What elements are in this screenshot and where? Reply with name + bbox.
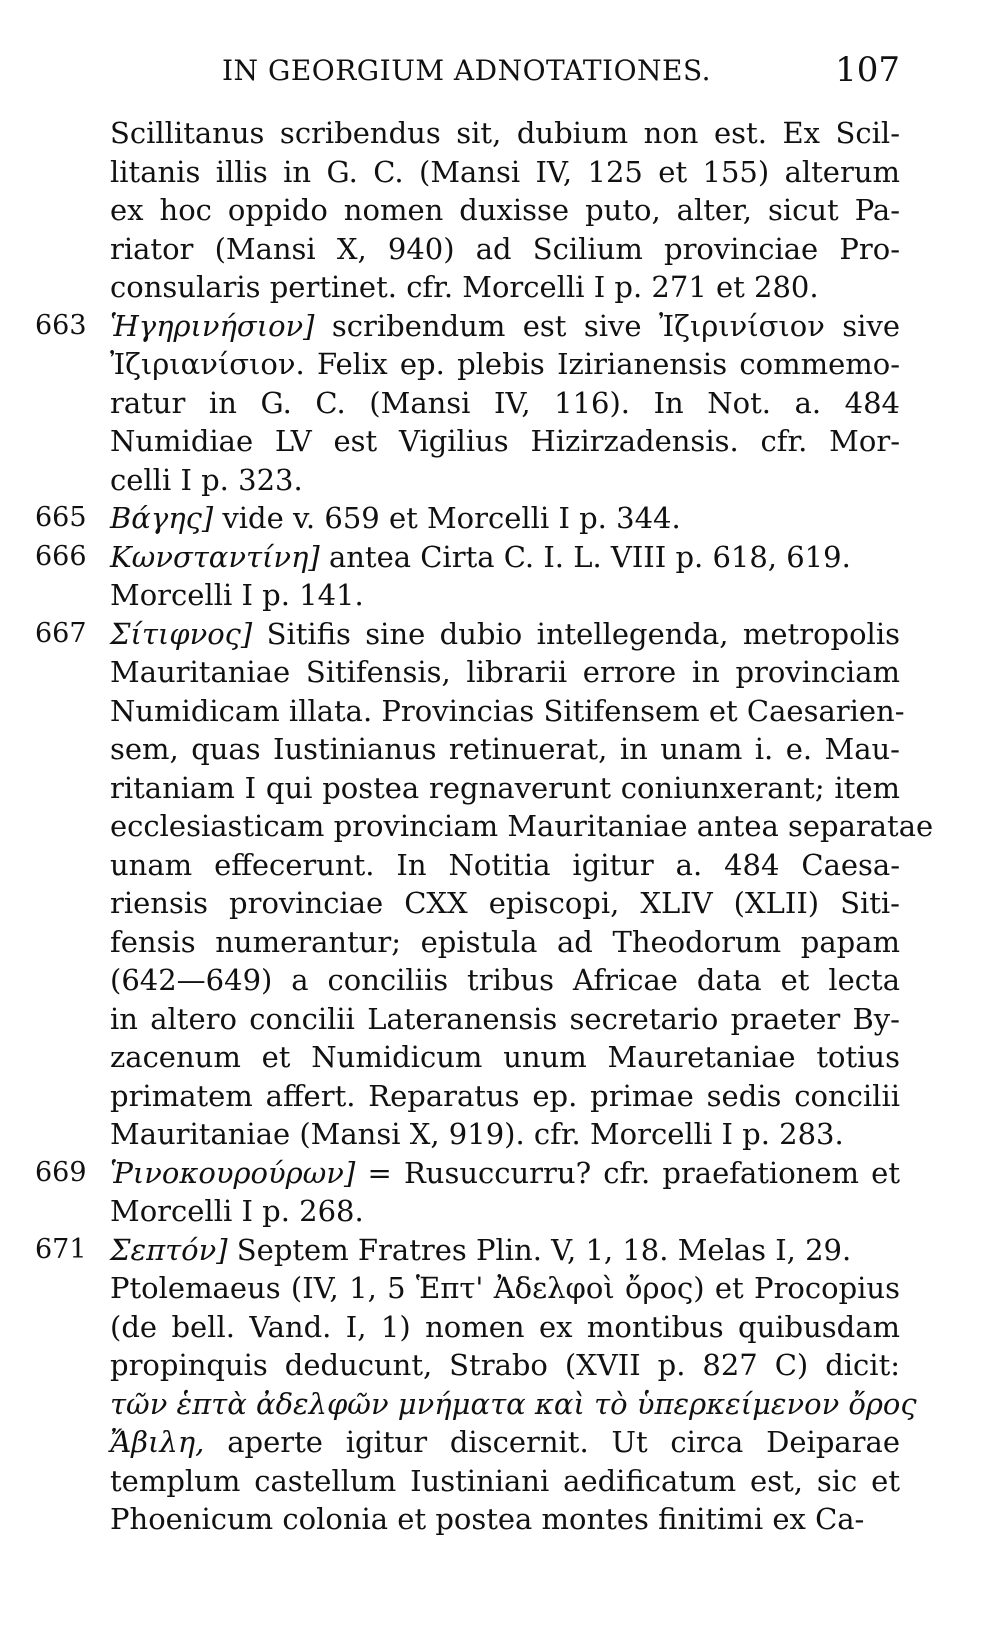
line-body: (de bell. Vand. I, 1) nomen ex montibus quibusdam [110, 1309, 900, 1344]
line-text [110, 268, 900, 307]
page-number: 107 [835, 50, 900, 90]
annotation-line-666 [0, 538, 1000, 577]
line-text [110, 1269, 900, 1308]
line-text [110, 1423, 900, 1462]
line-body: fensis numerantur; epistula ad Theodorum papam [110, 924, 900, 959]
line-text [110, 1154, 900, 1193]
line-text [110, 1231, 900, 1270]
line-body: Numidiae LV est Vigilius Hizirzadensis. cfr. Mor- [110, 424, 900, 458]
line-text [110, 692, 905, 731]
line-text [110, 1038, 900, 1077]
line-body: Numidicam illata. Provincias Sitifensem et Caesarien- [110, 693, 905, 728]
line-text [110, 807, 934, 846]
text-line [0, 1346, 1000, 1385]
line-body: scribendum est sive Ἰζιρινίσιον sive [331, 308, 901, 343]
line-body: Morcelli I p. 141. [110, 578, 364, 612]
line-text [110, 923, 900, 962]
text-line [0, 1077, 1000, 1116]
text-line [0, 1462, 1000, 1501]
text-line [0, 1000, 1000, 1039]
text-line [0, 345, 1000, 384]
line-body: Ptolemaeus (IV, 1, 5 Ἑπτ' Ἀδελφοὶ ὄρος) et Procopius [110, 1271, 900, 1305]
line-text [110, 576, 900, 615]
annotation-line-671 [0, 1231, 1000, 1270]
annotation-line-667 [0, 615, 1000, 654]
line-body: antea Cirta C. I. L. VIII p. 618, 619. [328, 539, 851, 574]
text-line [0, 1308, 1000, 1347]
line-body: consularis pertinet. cfr. Morcelli I p. 271 et 280. [110, 270, 819, 304]
line-text [110, 1077, 900, 1116]
line-body: aperte igitur discernit. Ut circa Deiparae [227, 1425, 900, 1459]
line-body: templum castellum Iustiniani aedificatum est, sic et [110, 1463, 900, 1498]
text-line [0, 961, 1000, 1000]
line-body: zacenum et Numidicum unum Mauretaniae totius [110, 1040, 900, 1074]
line-body: Sitifis sine dubio intellegenda, metropolis [266, 616, 900, 651]
line-body: ratur in G. C. (Mansi IV, 116). In Not. a. 484 [110, 385, 900, 420]
line-text [110, 1192, 900, 1231]
greek-lemma: Ἡγηρινήσιον] [110, 308, 315, 343]
line-body: unam effecerunt. In Notitia igitur a. 484 Caesa- [110, 847, 900, 882]
text-line [0, 1192, 1000, 1231]
text-line [0, 769, 1000, 808]
text-line [0, 153, 1000, 192]
verse-number: 663 [35, 309, 87, 341]
text-line [0, 1038, 1000, 1077]
line-text [110, 884, 900, 923]
line-body: celli I p. 323. [110, 462, 303, 497]
text-line [0, 846, 1000, 885]
line-body: (642—649) a conciliis tribus Africae data et lecta [110, 963, 900, 997]
line-text [110, 153, 900, 192]
greek-lemma: Κωνσταντίνη] [110, 539, 320, 574]
text-line [0, 268, 1000, 307]
line-body: Ἰζιριανίσιον. Felix ep. plebis Izirianensis commemo- [110, 347, 900, 381]
text-line [0, 1385, 1000, 1424]
line-body: litanis illis in G. C. (Mansi IV, 125 et 155) alterum [110, 154, 900, 189]
line-body: in altero concilii Lateranensis secretario praeter By- [110, 1001, 900, 1036]
text-line [0, 114, 1000, 153]
line-text [110, 1000, 900, 1039]
greek-lemma: Ἄβιλη, [110, 1425, 205, 1459]
line-body: sem, quas Iustinianus retinuerat, in unam i. e. Mau- [110, 732, 900, 766]
text-line [0, 230, 1000, 269]
line-text [110, 499, 900, 538]
line-body: vide v. 659 et Morcelli I p. 344. [222, 501, 681, 535]
text-line [0, 422, 1000, 461]
line-body: riator (Mansi X, 940) ad Scilium provinciae Pro- [110, 231, 900, 266]
line-text [110, 961, 900, 1000]
text-line [0, 884, 1000, 923]
text-line [0, 191, 1000, 230]
greek-lemma: Σεπτόν] [110, 1232, 228, 1267]
line-text [110, 769, 900, 808]
line-body: primatem affert. Reparatus ep. primae sedis concilii [110, 1078, 900, 1113]
verse-number: 671 [35, 1233, 87, 1265]
line-text [110, 461, 900, 500]
line-body: ritaniam I qui postea regnaverunt coniunxerant; item [110, 770, 900, 805]
line-body: ex hoc oppido nomen duxisse puto, alter, sicut Pa- [110, 193, 900, 227]
line-body: Morcelli I p. 268. [110, 1194, 364, 1228]
running-title: IN GEORGIUM ADNOTATIONES. [222, 54, 712, 87]
line-text [110, 615, 900, 654]
text-line [0, 807, 1000, 846]
line-text [110, 114, 900, 153]
annotation-line-665 [0, 499, 1000, 538]
line-text [110, 191, 900, 230]
text-line [0, 653, 1000, 692]
line-text [110, 230, 900, 269]
text-line [0, 1500, 1000, 1539]
line-body: propinquis deducunt, Strabo (XVII p. 827 C) dicit: [110, 1348, 900, 1382]
verse-number: 667 [35, 617, 87, 649]
text-line [0, 730, 1000, 769]
text-line [0, 1115, 1000, 1154]
text-line [0, 576, 1000, 615]
annotation-line-663 [0, 307, 1000, 346]
line-text [110, 1385, 917, 1424]
line-text [110, 1346, 900, 1385]
text-line [0, 461, 1000, 500]
verse-number: 666 [35, 540, 87, 572]
line-body: = Rusuccurru? cfr. praefationem et [367, 1155, 900, 1190]
greek-lemma: Σίτιφνος] [110, 616, 253, 651]
line-text [110, 384, 900, 423]
line-text [110, 538, 900, 577]
text-line [0, 692, 1000, 731]
line-text [110, 307, 900, 346]
line-text [110, 730, 900, 769]
line-text [110, 422, 900, 461]
line-body: Scillitanus scribendus sit, dubium non est. Ex Scil- [110, 116, 900, 150]
text-line [0, 1423, 1000, 1462]
line-body: Mauritaniae (Mansi X, 919). cfr. Morcelli I p. 283. [110, 1117, 844, 1151]
line-text [110, 1500, 900, 1539]
running-head [110, 52, 900, 92]
verse-number: 665 [35, 502, 87, 533]
line-text [110, 1308, 900, 1347]
verse-number: 669 [35, 1156, 87, 1188]
annotation-text [0, 114, 1000, 1539]
greek-lemma: τῶν ἑπτὰ ἀδελφῶν μνήματα καὶ τὸ ὑπερκείμενον ὄρος [110, 1386, 917, 1421]
annotation-line-669 [0, 1154, 1000, 1193]
greek-lemma: Ῥινοκουρούρων] [110, 1155, 356, 1190]
line-text [110, 1462, 900, 1501]
line-text [110, 846, 900, 885]
line-text [110, 653, 900, 692]
line-body: Mauritaniae Sitifensis, librarii errore in provinciam [110, 655, 900, 689]
text-line [0, 384, 1000, 423]
line-body: riensis provinciae CXX episcopi, XLIV (XLII) Siti- [110, 886, 900, 920]
line-text [110, 1115, 900, 1154]
greek-lemma: Βάγης] [110, 501, 214, 535]
text-line [0, 1269, 1000, 1308]
line-body: Phoenicum colonia et postea montes finitimi ex Ca- [110, 1502, 865, 1536]
text-line [0, 923, 1000, 962]
line-body: ecclesiasticam provinciam Mauritaniae antea separatae [110, 809, 934, 843]
line-text [110, 345, 900, 384]
line-body: Septem Fratres Plin. V, 1, 18. Melas I, 29. [236, 1232, 852, 1267]
